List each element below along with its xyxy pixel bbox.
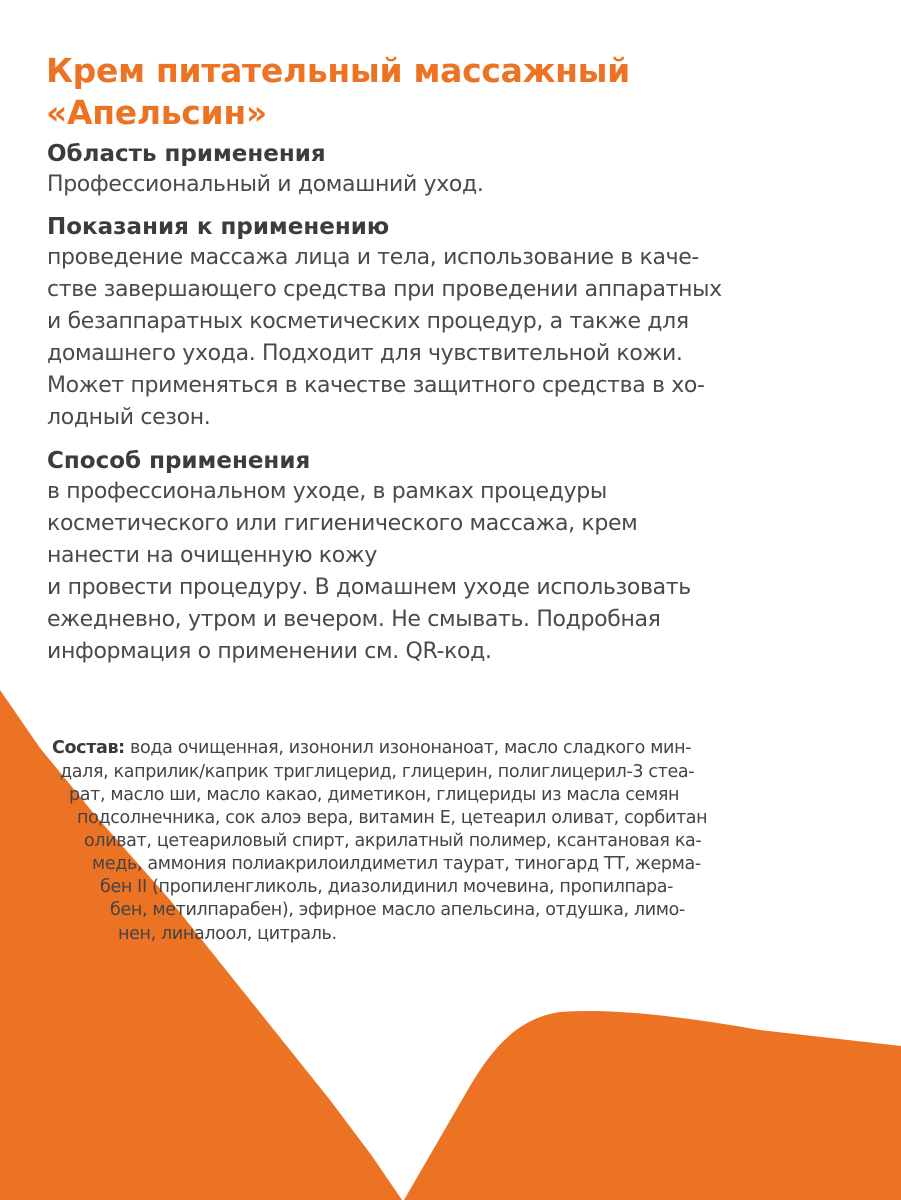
- area-of-use-heading: Область применения: [47, 141, 326, 167]
- method-line: нанести на очищенную кожу: [47, 543, 377, 568]
- composition-line: подсолнечника, сок алоэ вера, витамин Е, цетеарил оливат, сорбитан: [77, 808, 708, 828]
- area-of-use-text: Профессиональный и домашний уход.: [47, 172, 484, 197]
- method-section: [47, 446, 887, 668]
- composition-line: нен, линалоол, цитраль.: [118, 924, 337, 944]
- method-line: в профессиональном уходе, в рамках процедуры: [47, 479, 607, 504]
- method-heading: Способ применения: [47, 448, 311, 474]
- composition-label: Состав:: [52, 738, 125, 758]
- method-line: косметического или гигиенического массажа, крем: [47, 511, 638, 536]
- indications-line: лодный сезон.: [47, 405, 211, 430]
- indications-line: проведение массажа лица и тела, использование в каче-: [47, 245, 700, 270]
- indications-line: Может применяться в качестве защитного средства в хо-: [47, 373, 705, 398]
- indications-line: и безаппаратных косметических процедур, а также для: [47, 309, 689, 334]
- indications-heading: Показания к применению: [47, 214, 390, 240]
- method-line: и провести процедуру. В домашнем уходе использовать: [47, 575, 691, 600]
- composition-line: бен, метилпарабен), эфирное масло апельсина, отдушка, лимо-: [110, 900, 685, 920]
- product-title-line-2: «Апельсин»: [46, 93, 267, 132]
- composition-line: рат, масло ши, масло какао, диметикон, глицериды из масла семян: [69, 785, 680, 805]
- method-line: информация о применении см. QR-код.: [47, 639, 492, 664]
- composition-line: [52, 737, 691, 760]
- method-line: ежедневно, утром и вечером. Не смывать. Подробная: [47, 607, 661, 632]
- product-title-line-1: Крем питательный массажный: [46, 51, 630, 90]
- product-title: [46, 50, 866, 134]
- composition-line: даля, каприлик/каприк триглицерид, глицерин, полиглицерил-3 стеа-: [60, 762, 695, 782]
- composition-line: оливат, цетеариловый спирт, акрилатный полимер, ксантановая ка-: [84, 831, 702, 851]
- composition-line: медь, аммония полиакрилоилдиметил таурат, тиногард ТТ, жерма-: [92, 854, 701, 874]
- area-of-use-section: [47, 139, 887, 201]
- composition-text: вода очищенная, изононил изононаноат, масло сладкого мин-: [124, 738, 692, 758]
- composition-line: бен II (пропиленгликоль, диазолидинил мочевина, пропилпара-: [100, 877, 674, 897]
- indications-line: стве завершающего средства при проведении аппаратных: [47, 277, 722, 302]
- indications-section: [47, 212, 887, 434]
- indications-line: домашнего ухода. Подходит для чувствительной кожи.: [47, 341, 683, 366]
